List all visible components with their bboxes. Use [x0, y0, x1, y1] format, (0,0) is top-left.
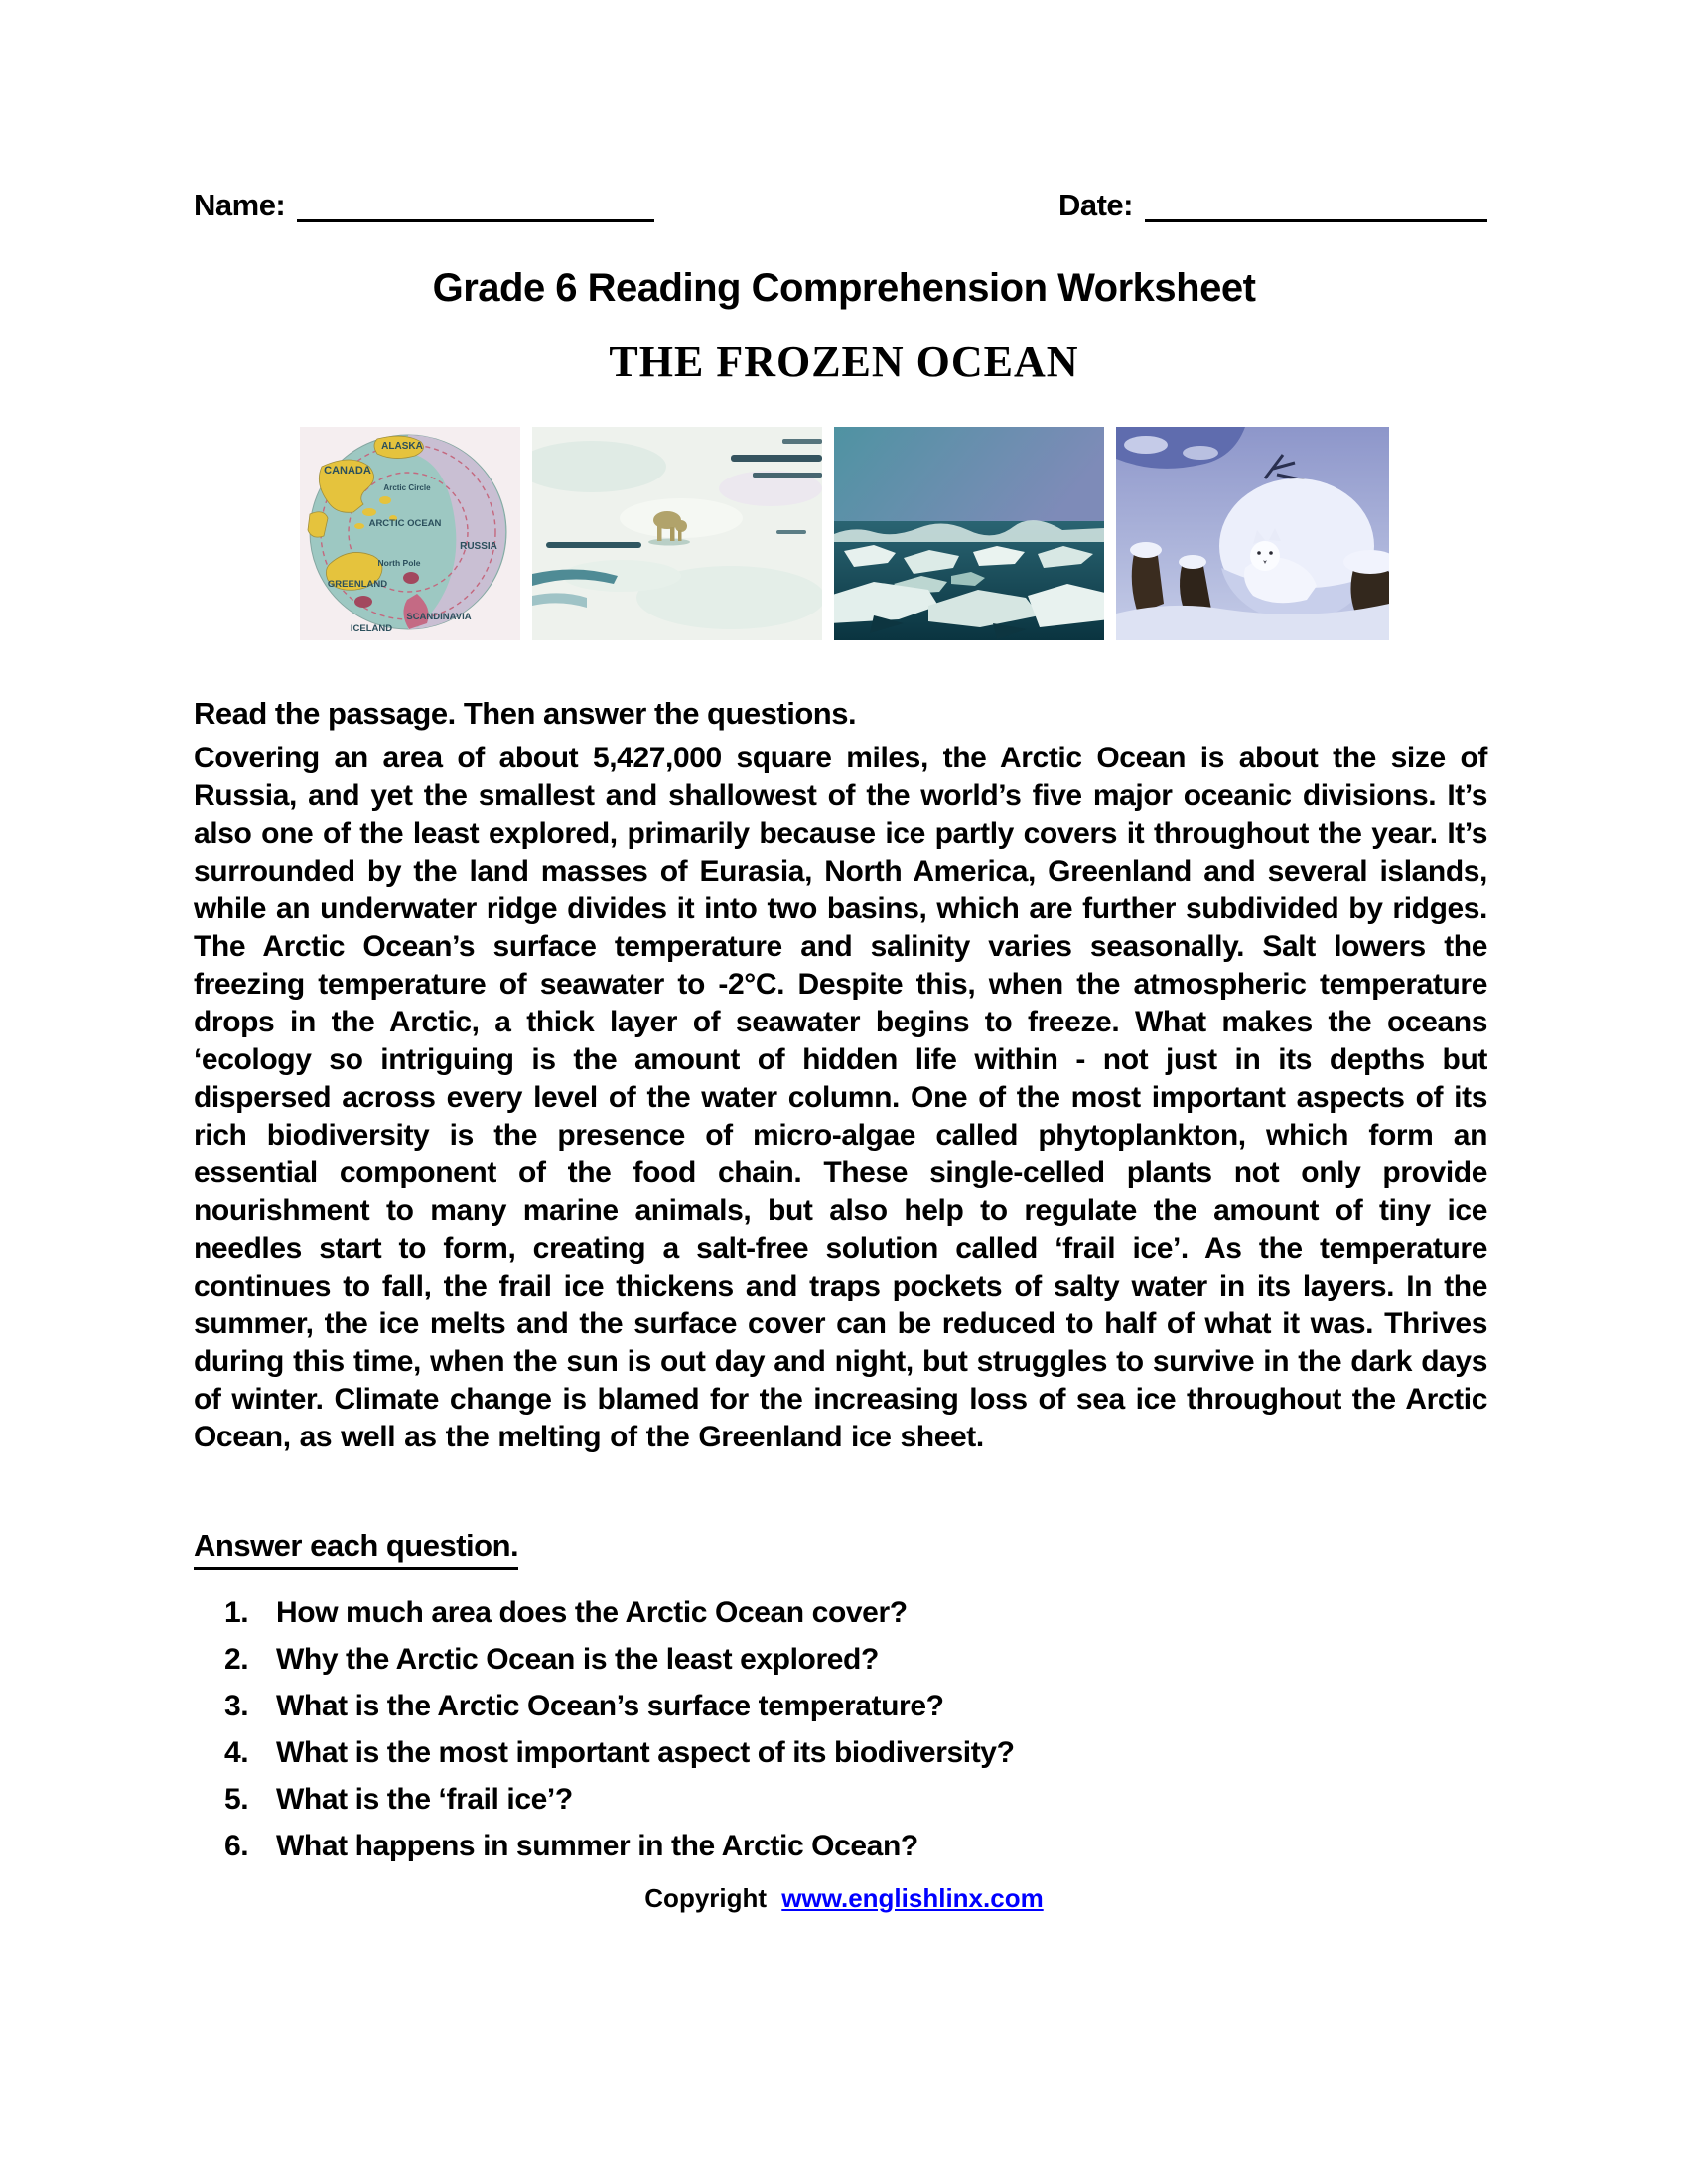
copyright-link[interactable]: www.englishlinx.com	[781, 1883, 1044, 1913]
map-label-russia: RUSSIA	[459, 541, 497, 552]
map-label-arctic-circle: Arctic Circle	[382, 483, 431, 492]
footer	[0, 1883, 1688, 1914]
date-label: Date:	[1057, 188, 1133, 222]
question-text: What happens in summer in the Arctic Ocean?	[276, 1830, 918, 1862]
question-number: 1.	[224, 1596, 249, 1629]
polar-bear-svg	[532, 427, 822, 640]
map-label-iceland: ICELAND	[350, 623, 392, 634]
question-number: 5.	[224, 1783, 249, 1816]
copyright-text: Copyright	[644, 1883, 768, 1913]
question-item	[224, 1688, 1487, 1725]
question-text: What is the ‘frail ice’?	[276, 1783, 573, 1816]
ice-floes-image	[834, 427, 1104, 640]
answer-heading-wrap	[194, 1528, 1688, 1570]
question-number: 6.	[224, 1830, 249, 1862]
images-row	[0, 427, 1688, 640]
question-number: 3.	[224, 1690, 249, 1722]
page-subtitle: THE FROZEN OCEAN	[609, 338, 1079, 386]
name-label: Name:	[194, 188, 286, 222]
arctic-fox-image	[1116, 427, 1389, 640]
question-item	[224, 1828, 1487, 1865]
map-label-canada: CANADA	[323, 465, 371, 477]
date-field	[1058, 189, 1487, 222]
date-blank-line	[1145, 190, 1487, 222]
question-item	[224, 1594, 1487, 1632]
arctic-fox-svg	[1116, 427, 1389, 640]
polar-bear-image	[532, 427, 822, 640]
question-number: 2.	[224, 1643, 249, 1676]
passage-instruction: Read the passage. Then answer the questions.	[194, 696, 857, 731]
question-item	[224, 1781, 1487, 1819]
map-label-arctic-ocean: ARCTIC OCEAN	[368, 518, 441, 529]
passage-text: Covering an area of about 5,427,000 square miles, the Arctic Ocean is about the size of Russia, and yet the smallest and shallowest of the world’s five major oceanic divisions. It’s also one of the least explored, primarily because ice partly covers it throughout the year. It’s surrounded by the land masses of Eurasia, North America, Greenland and several islands, while an underwater ridge divides it into two basins, which are further subdivided by ridges. The Arctic Ocean’s surface temperature and salinity varies seasonally. Salt lowers the freezing temperature of seawater to -2°C. Despite this, when the atmospheric temperature drops in the Arctic, a thick layer of seawater begins to freeze. What makes the oceans ‘ecology so intriguing is the amount of hidden life within - not just in its depths but dispersed across every level of the water column. One of the most important aspects of its rich biodiversity is the presence of micro-algae called phytoplankton, which form an essential component of the food chain. These single-celled plants not only provide nourishment to many marine animals, but also help to regulate the amount of tiny ice needles start to form, creating a salt-free solution called ‘frail ice’. As the temperature continues to fall, the frail ice thickens and traps pockets of salty water in its layers. In the summer, the ice melts and the surface cover can be reduced to half of what it was. Thrives during this time, when the sun is out day and night, but struggles to survive in the dark days of winter. Climate change is blamed for the increasing loss of sea ice throughout the Arctic Ocean, as well as the melting of the Greenland ice sheet.	[194, 742, 1487, 1453]
question-text: Why the Arctic Ocean is the least explored?	[276, 1643, 879, 1676]
page-title: Grade 6 Reading Comprehension Worksheet	[432, 266, 1256, 310]
map-label-scandinavia: SCANDINAVIA	[405, 612, 472, 622]
question-text: What is the Arctic Ocean’s surface temperature?	[276, 1690, 944, 1722]
question-text: What is the most important aspect of its biodiversity?	[276, 1736, 1015, 1769]
ice-floes-svg	[834, 427, 1104, 640]
map-label-north-pole: North Pole	[377, 558, 420, 568]
answer-heading: Answer each question.	[194, 1528, 518, 1570]
arctic-map-image	[300, 427, 520, 640]
question-item	[224, 1641, 1487, 1679]
name-date-row	[0, 0, 1688, 222]
question-number: 4.	[224, 1736, 249, 1769]
arctic-map-svg	[300, 427, 520, 640]
question-item	[224, 1734, 1487, 1772]
map-label-alaska: ALASKA	[380, 441, 423, 452]
name-field	[194, 189, 654, 222]
name-blank-line	[297, 190, 654, 222]
question-text: How much area does the Arctic Ocean cover?	[276, 1596, 908, 1629]
questions-list	[224, 1594, 1487, 1865]
map-label-greenland: GREENLAND	[327, 579, 387, 590]
